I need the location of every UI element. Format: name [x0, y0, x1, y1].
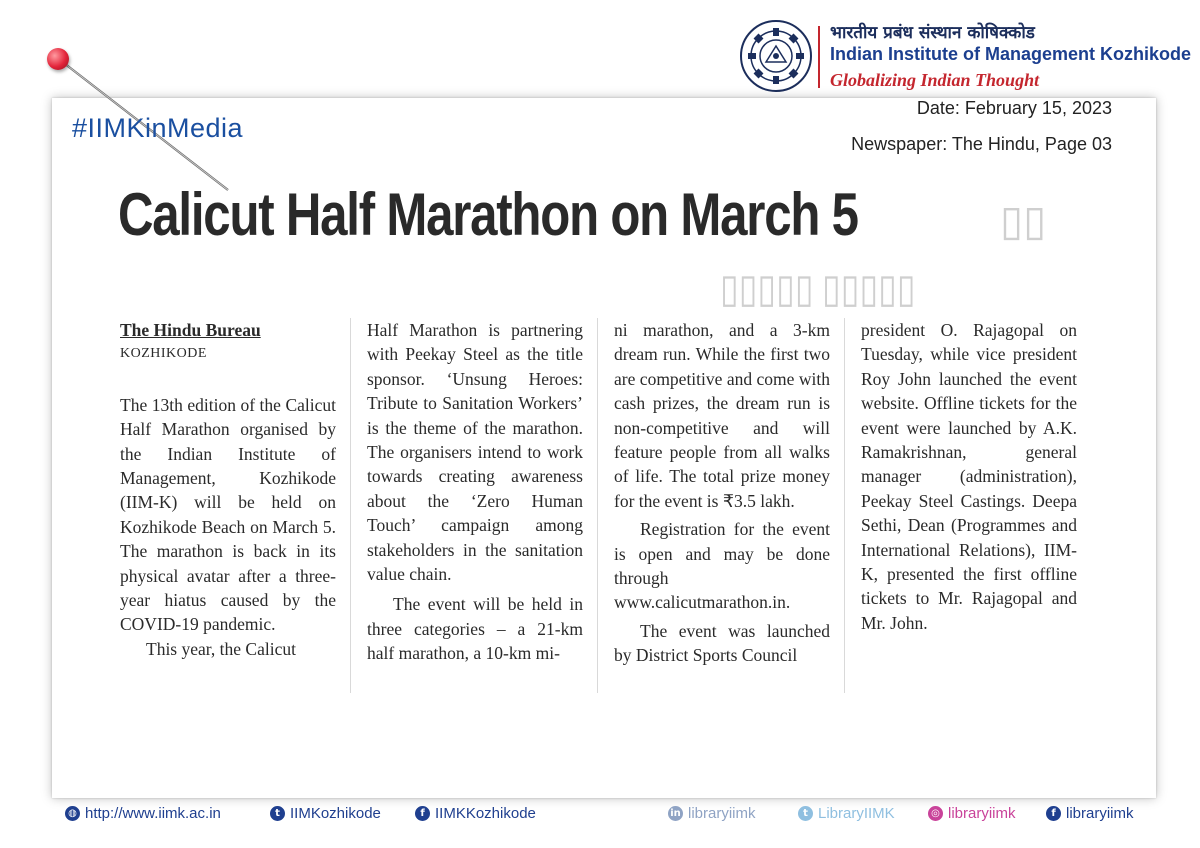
- column-rule: [350, 318, 351, 693]
- article-column-2: [367, 318, 583, 666]
- footer-website-text: http://www.iimk.ac.in: [85, 805, 221, 822]
- linkedin-icon: in: [668, 806, 683, 821]
- paragraph: The event will be held in three categories – a 21-km half marathon, a 10-km mi-: [367, 594, 583, 664]
- media-hashtag: #IIMKinMedia: [72, 113, 244, 143]
- column-rule: [844, 318, 845, 693]
- globe-icon: ◍: [65, 806, 80, 821]
- push-pin-icon: [0, 0, 240, 200]
- paragraph: This year, the Calicut: [146, 638, 296, 659]
- footer-website-link[interactable]: [65, 805, 221, 822]
- dateline: KOZHIKODE: [120, 346, 207, 362]
- institute-tagline: Globalizing Indian Thought: [830, 70, 1040, 90]
- footer-facebook-link[interactable]: [415, 805, 536, 822]
- clipping-source: Newspaper: The Hindu, Page 03: [851, 134, 1112, 154]
- twitter-icon: t: [270, 806, 285, 821]
- institute-name: Indian Institute of Management Kozhikode: [830, 44, 1192, 64]
- paragraph: Half Marathon is partnering with Peekay Steel as the title sponsor. ‘Unsung Heroes: Tribute to Sanitation Workers’ is the theme of the marathon. The organisers intend to work towards creating awareness about the ‘Zero Human Touch’ campaign among stakeholders in the sanitation value chain.: [367, 320, 583, 585]
- paragraph: ni marathon, and a 3-km dream run. While the first two are competitive and come with cash prizes, the dream run is non-competitive and will feature people from all walks of life. The total prize money for the event is ₹3.5 lakh.: [614, 320, 830, 511]
- adjacent-article-fragment: ▯▯: [1000, 199, 1047, 245]
- facebook-icon: f: [415, 806, 430, 821]
- footer-facebook-library-text: libraryiimk: [1066, 805, 1134, 822]
- iimk-logo: [738, 18, 814, 94]
- byline: The Hindu Bureau: [120, 320, 261, 340]
- twitter-icon: t: [798, 806, 813, 821]
- footer-facebook-text: IIMKKozhikode: [435, 805, 536, 822]
- column-rule: [597, 318, 598, 693]
- footer-facebook-library-link[interactable]: [1046, 805, 1134, 822]
- article-column-1: [120, 318, 336, 661]
- facebook-icon: f: [1046, 806, 1061, 821]
- footer-twitter-library-text: LibraryIIMK: [818, 805, 895, 822]
- footer-linkedin-library-text: libraryiimk: [688, 805, 756, 822]
- institute-name-hindi: भारतीय प्रबंध संस्थान कोषिक्कोड: [830, 23, 1035, 43]
- footer-twitter-link[interactable]: [270, 805, 381, 822]
- paragraph: Registration for the event is open and may be done through www.calicutmarathon.in.: [614, 519, 830, 613]
- paragraph: The event was launched by District Sports Council: [614, 620, 830, 666]
- adjacent-article-fragment: ▯▯▯▯▯ ▯▯▯▯▯: [720, 266, 916, 311]
- footer-twitter-text: IIMKozhikode: [290, 805, 381, 822]
- footer-linkedin-library-link[interactable]: [668, 805, 756, 822]
- pin-head: [47, 48, 69, 70]
- instagram-icon: ◎: [928, 806, 943, 821]
- article-headline: Calicut Half Marathon on March 5: [118, 181, 858, 248]
- article-column-3: [614, 318, 830, 668]
- paragraph: The 13th edition of the Calicut Half Marathon organised by the Indian Institute of Management, Kozhikode (IIM-K) will be held on Kozhikode Beach on March 5. The marathon is back in its physical avatar after a three-year hiatus caused by the COVID-19 pandemic.: [120, 394, 336, 635]
- article-column-4: [861, 318, 1077, 635]
- footer-instagram-library-text: libraryiimk: [948, 805, 1016, 822]
- footer-twitter-library-link[interactable]: [798, 805, 895, 822]
- paragraph: president O. Rajagopal on Tuesday, while vice president Roy John launched the event website. Offline tickets for the event were launched by A.K. Ramakrishnan, general manager (administration), Peekay Steel Castings. Deepa Sethi, Dean (Programmes and International Relations), IIM-K, presented the first offline tickets to Mr. Rajagopal and Mr. John.: [861, 320, 1077, 633]
- footer-instagram-library-link[interactable]: [928, 805, 1016, 822]
- clipping-date: Date: February 15, 2023: [916, 98, 1112, 118]
- header-divider: [818, 26, 820, 88]
